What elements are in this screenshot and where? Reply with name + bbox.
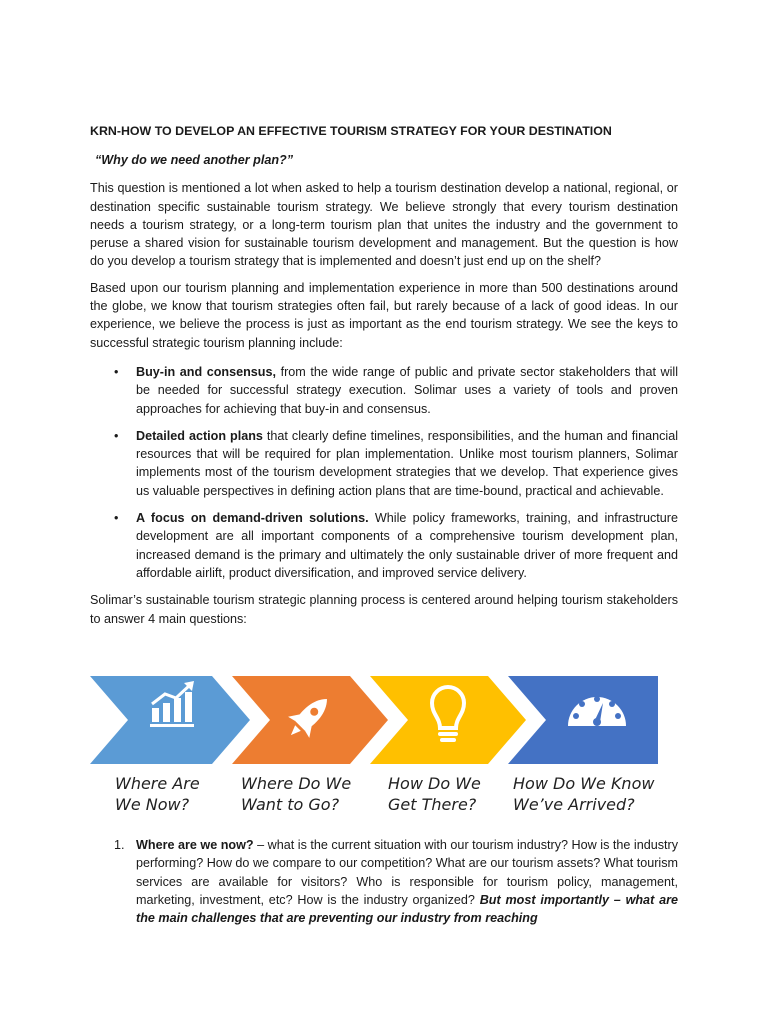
- list-item: [90, 363, 678, 418]
- document-title: KRN-HOW TO DEVELOP AN EFFECTIVE TOURISM STRATEGY FOR YOUR DESTINATION: [90, 124, 612, 138]
- questions-list: [90, 836, 678, 927]
- bullet-marker: •: [114, 364, 119, 379]
- step-label-line: We Now?: [115, 795, 190, 814]
- step-label-line: How Do We Know: [513, 774, 655, 793]
- closing-paragraph: Solimar’s sustainable tourism strategic planning process is centered around helping tourism stakeholders to answer 4 main questions:: [90, 593, 678, 626]
- list-item: [90, 836, 678, 927]
- document-body: [90, 122, 678, 636]
- step-label-3: [388, 773, 481, 815]
- question-lead: Where are we now?: [136, 838, 254, 852]
- step-label-line: How Do We: [388, 774, 481, 793]
- process-arrows: [90, 670, 658, 770]
- step-label-line: Where Do We: [241, 774, 352, 793]
- list-item: [90, 509, 678, 582]
- key-text: that clearly define timelines, responsibilities, and the human and financial resources that will be required for plan implementation. Unlike most tourism planners, Solimar implements most of the tourism development strategies that we develop. That experience gives us valuable perspectives in defining action plans that are time-bound, practical and achievable.: [136, 428, 678, 498]
- intro-paragraph: This question is mentioned a lot when asked to help a tourism destination develop a national, regional, or destination specific sustainable tourism strategy. We believe strongly that every tourism destination needs a tourism strategy, or a long-term tourism plan that unites the industry and the government to peruse a shared vision for sustainable tourism development and management. But the question is how do you develop a tourism strategy that is implemented and doesn’t just end up on the shelf?: [90, 181, 678, 269]
- key-lead: A focus on demand-driven solutions.: [136, 511, 369, 526]
- key-lead: Buy-in and consensus,: [136, 364, 276, 379]
- key-text: from the wide range of public and private sector stakeholders that will be needed for successful strategy execution. Solimar uses a variety of tools and proven approaches for achieving that buy-in and consensus.: [136, 364, 678, 416]
- step-label-line: Where Are: [115, 774, 200, 793]
- process-diagram: [90, 670, 658, 820]
- step-label-1: [115, 773, 200, 815]
- step-label-line: Want to Go?: [241, 795, 340, 814]
- keys-list: [90, 363, 678, 582]
- question-text: – what is the current situation with our tourism industry? How is the industry performing? How do we compare to our competition? What are our tourism assets? What tourism services are available for visitors? Who is responsible for tourism policy, management, marketing, investment, etc? How is the industry organized?: [136, 838, 678, 907]
- question-emphasis: But most importantly – what are the main challenges that are preventing our industry from reaching: [136, 892, 678, 926]
- document-subtitle: “Why do we need another plan?”: [95, 153, 294, 167]
- experience-paragraph: Based upon our tourism planning and implementation experience in more than 500 destinations around the globe, we know that tourism strategies often fail, but rarely because of a lack of good ideas. In our experience, we believe the process is just as important as the end tourism strategy. We see the keys to successful strategic tourism planning include:: [90, 280, 678, 350]
- step-label-4: [513, 773, 654, 815]
- step-label-2: [241, 773, 351, 815]
- step-label-line: Get There?: [388, 795, 477, 814]
- key-lead: Detailed action plans: [136, 428, 263, 443]
- arrow-step-3: [370, 676, 526, 764]
- key-text: While policy frameworks, training, and infrastructure development are all important components of a comprehensive tourism development plan, increased demand is the primary and ultimately the only sustainable driver of more frequent and affordable airlift, product diversification, and improved service delivery.: [136, 511, 678, 580]
- bullet-marker: •: [114, 511, 119, 526]
- list-item: [90, 427, 678, 500]
- step-label-line: We’ve Arrived?: [513, 795, 635, 814]
- question-number: 1.: [114, 838, 125, 852]
- bullet-marker: •: [114, 428, 119, 443]
